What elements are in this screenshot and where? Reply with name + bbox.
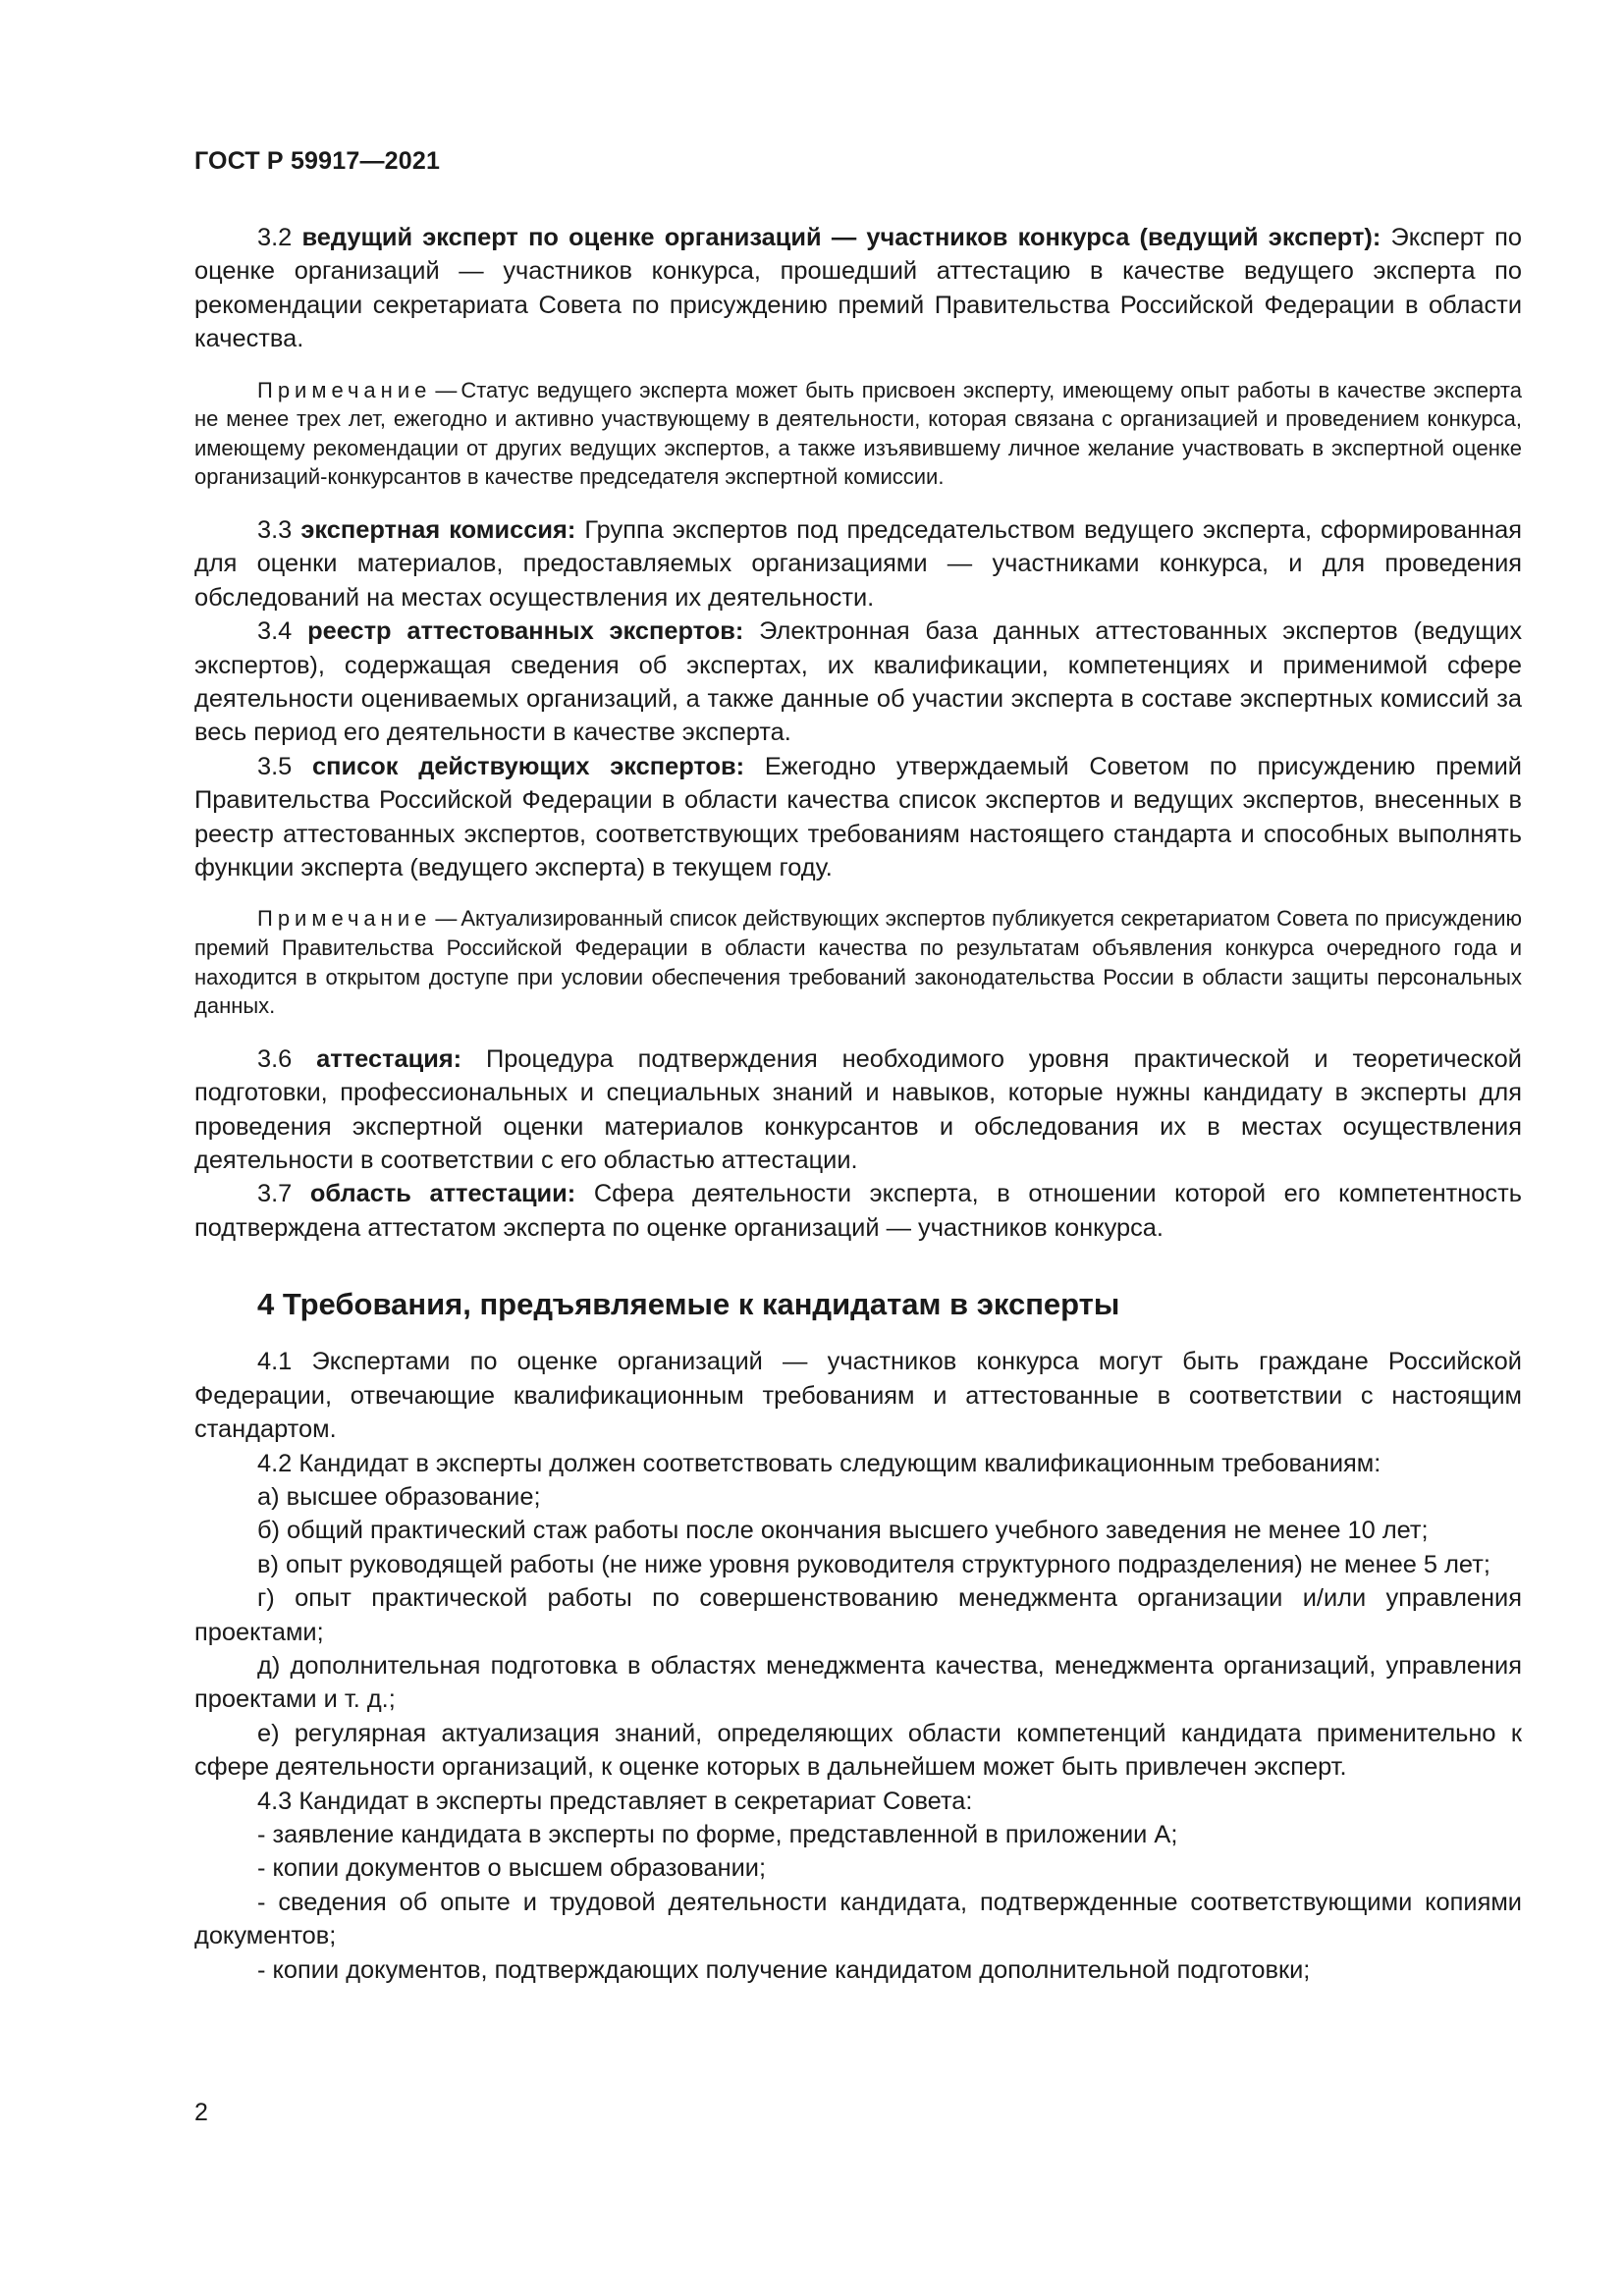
definition-number: 3.5 bbox=[257, 752, 293, 780]
requirement-item: е) регулярная актуализация знаний, определяющих области компетенций кандидата применительно к сфере деятельности организаций, к оценке которых в дальнейшем может быть привлечен эксперт. bbox=[194, 1719, 1522, 1782]
requirement-item: б) общий практический стаж работы после окончания высшего учебного заведения не менее 10 лет; bbox=[257, 1517, 1429, 1545]
definition-text: Сфера деятельности эксперта, в отношении которой его компетентность подтверждена аттестатом эксперта по оценке организаций — участников конкурса. bbox=[194, 1180, 1522, 1242]
definition-term: реестр аттестованных экспертов: bbox=[307, 617, 744, 646]
paragraph-4-2: 4.2 Кандидат в эксперты должен соответствовать следующим квалификационным требованиям: bbox=[257, 1449, 1381, 1477]
document-page bbox=[194, 147, 1522, 1987]
definition-text: Группа экспертов под председательством ведущего эксперта, сформированная для оценки материалов, предоставляемых организациями — участниками конкурса, и для проведения обследований на местах осуществления их деятельности. bbox=[194, 516, 1522, 612]
document-list-item: - копии документов о высшем образовании; bbox=[257, 1854, 767, 1883]
definition-number: 3.3 bbox=[257, 516, 293, 544]
definition-term: экспертная комиссия: bbox=[300, 516, 576, 544]
definition-text: Процедура подтверждения необходимого уровня практической и теоретической подготовки, профессиональных и специальных знаний и навыков, которые нужны кандидату в эксперты для проведения экспертной оценки материалов конкурсантов и обследования их в местах осуществления деятельности в соответствии с его областью аттестации. bbox=[194, 1044, 1522, 1175]
definition-3-3 bbox=[194, 513, 1522, 614]
note-text: Актуализированный список действующих экспертов публикуется секретариатом Совета по присуждению премий Правительства Российской Федерации в области качества по результатам объявления конкурса очередного года и находится в открытом доступе при условии обеспечения требований законодательства России в области защиты персональных данных. bbox=[194, 906, 1522, 1019]
definition-term: аттестация: bbox=[316, 1044, 462, 1073]
requirement-item: г) опыт практической работы по совершенствованию менеджмента организации и/или управления проектами; bbox=[194, 1584, 1522, 1646]
paragraph-4-1: 4.1 Экспертами по оценке организаций — участников конкурса могут быть граждане Российской Федерации, отвечающие квалификационным требованиям и аттестованные в соответствии с настоящим стандартом. bbox=[194, 1348, 1522, 1444]
definition-number: 3.4 bbox=[257, 617, 293, 646]
document-header: ГОСТ Р 59917—2021 bbox=[194, 147, 441, 175]
document-list-item: - копии документов, подтверждающих получение кандидатом дополнительной подготовки; bbox=[257, 1955, 1311, 1984]
requirement-item: д) дополнительная подготовка в областях менеджмента качества, менеджмента организаций, управления проектами и т. д.; bbox=[194, 1651, 1522, 1714]
note-dash: — bbox=[435, 906, 458, 932]
document-list-item: - заявление кандидата в эксперты по форме, представленной в приложении А; bbox=[257, 1820, 1178, 1848]
requirement-item: а) высшее образование; bbox=[257, 1482, 541, 1511]
note-1 bbox=[194, 376, 1522, 492]
definition-text: Эксперт по оценке организаций — участников конкурса, прошедший аттестацию в качестве ведущего эксперта по рекомендации секретариата Совета по присуждению премий Правительства Российской Федерации в области качества. bbox=[194, 224, 1522, 353]
definition-number: 3.2 bbox=[257, 224, 293, 251]
definition-text: Электронная база данных аттестованных экспертов (ведущих экспертов), содержащая сведения об экспертах, их квалификации, компетенциях и применимой сфере деятельности оцениваемых организаций, а также данные об участии эксперта в составе экспертных комиссий за весь период его деятельности в качестве эксперта. bbox=[194, 617, 1523, 747]
definition-3-5 bbox=[194, 750, 1522, 885]
requirement-item: в) опыт руководящей работы (не ниже уровня руководителя структурного подразделения) не менее 5 лет; bbox=[257, 1550, 1490, 1578]
definition-3-4 bbox=[194, 614, 1522, 750]
definition-number: 3.6 bbox=[257, 1044, 293, 1073]
definition-text: Ежегодно утверждаемый Советом по присуждению премий Правительства Российской Федерации в области качества список экспертов и ведущих экспертов, внесенных в реестр аттестованных экспертов, соответствующих требованиям настоящего стандарта и способных выполнять функции эксперта (ведущего эксперта) в текущем году. bbox=[194, 752, 1522, 882]
definition-term: список действующих экспертов: bbox=[312, 752, 745, 780]
definition-term: ведущий эксперт по оценке организаций — участников конкурса (ведущий эксперт): bbox=[301, 224, 1381, 251]
note-label: Примечание bbox=[257, 906, 432, 932]
paragraph-4-3: 4.3 Кандидат в эксперты представляет в секретариат Совета: bbox=[257, 1787, 973, 1815]
note-dash: — bbox=[435, 377, 458, 402]
definition-number: 3.7 bbox=[257, 1180, 293, 1208]
page-number: 2 bbox=[194, 2099, 208, 2126]
definition-3-7 bbox=[194, 1177, 1522, 1245]
definition-term: область аттестации: bbox=[309, 1180, 576, 1208]
note-2 bbox=[194, 904, 1522, 1020]
document-list-item: - сведения об опыте и трудовой деятельности кандидата, подтвержденные соответствующими копиями документов; bbox=[194, 1888, 1522, 1950]
note-label: Примечание bbox=[257, 377, 432, 402]
definition-3-6 bbox=[194, 1042, 1522, 1178]
note-text: Статус ведущего эксперта может быть присвоен эксперту, имеющему опыт работы в качестве эксперта не менее трех лет, ежегодно и активно участвующему в деятельности, которая связана с организацией и проведением конкурса, имеющему рекомендации от других ведущих экспертов, а также изъявившему личное желание участвовать в экспертной оценке организаций-конкурсантов в качестве председателя экспертной комиссии. bbox=[194, 377, 1522, 490]
definition-3-2 bbox=[194, 221, 1522, 356]
section-4-heading: 4 Требования, предъявляемые к кандидатам в эксперты bbox=[257, 1287, 1120, 1322]
